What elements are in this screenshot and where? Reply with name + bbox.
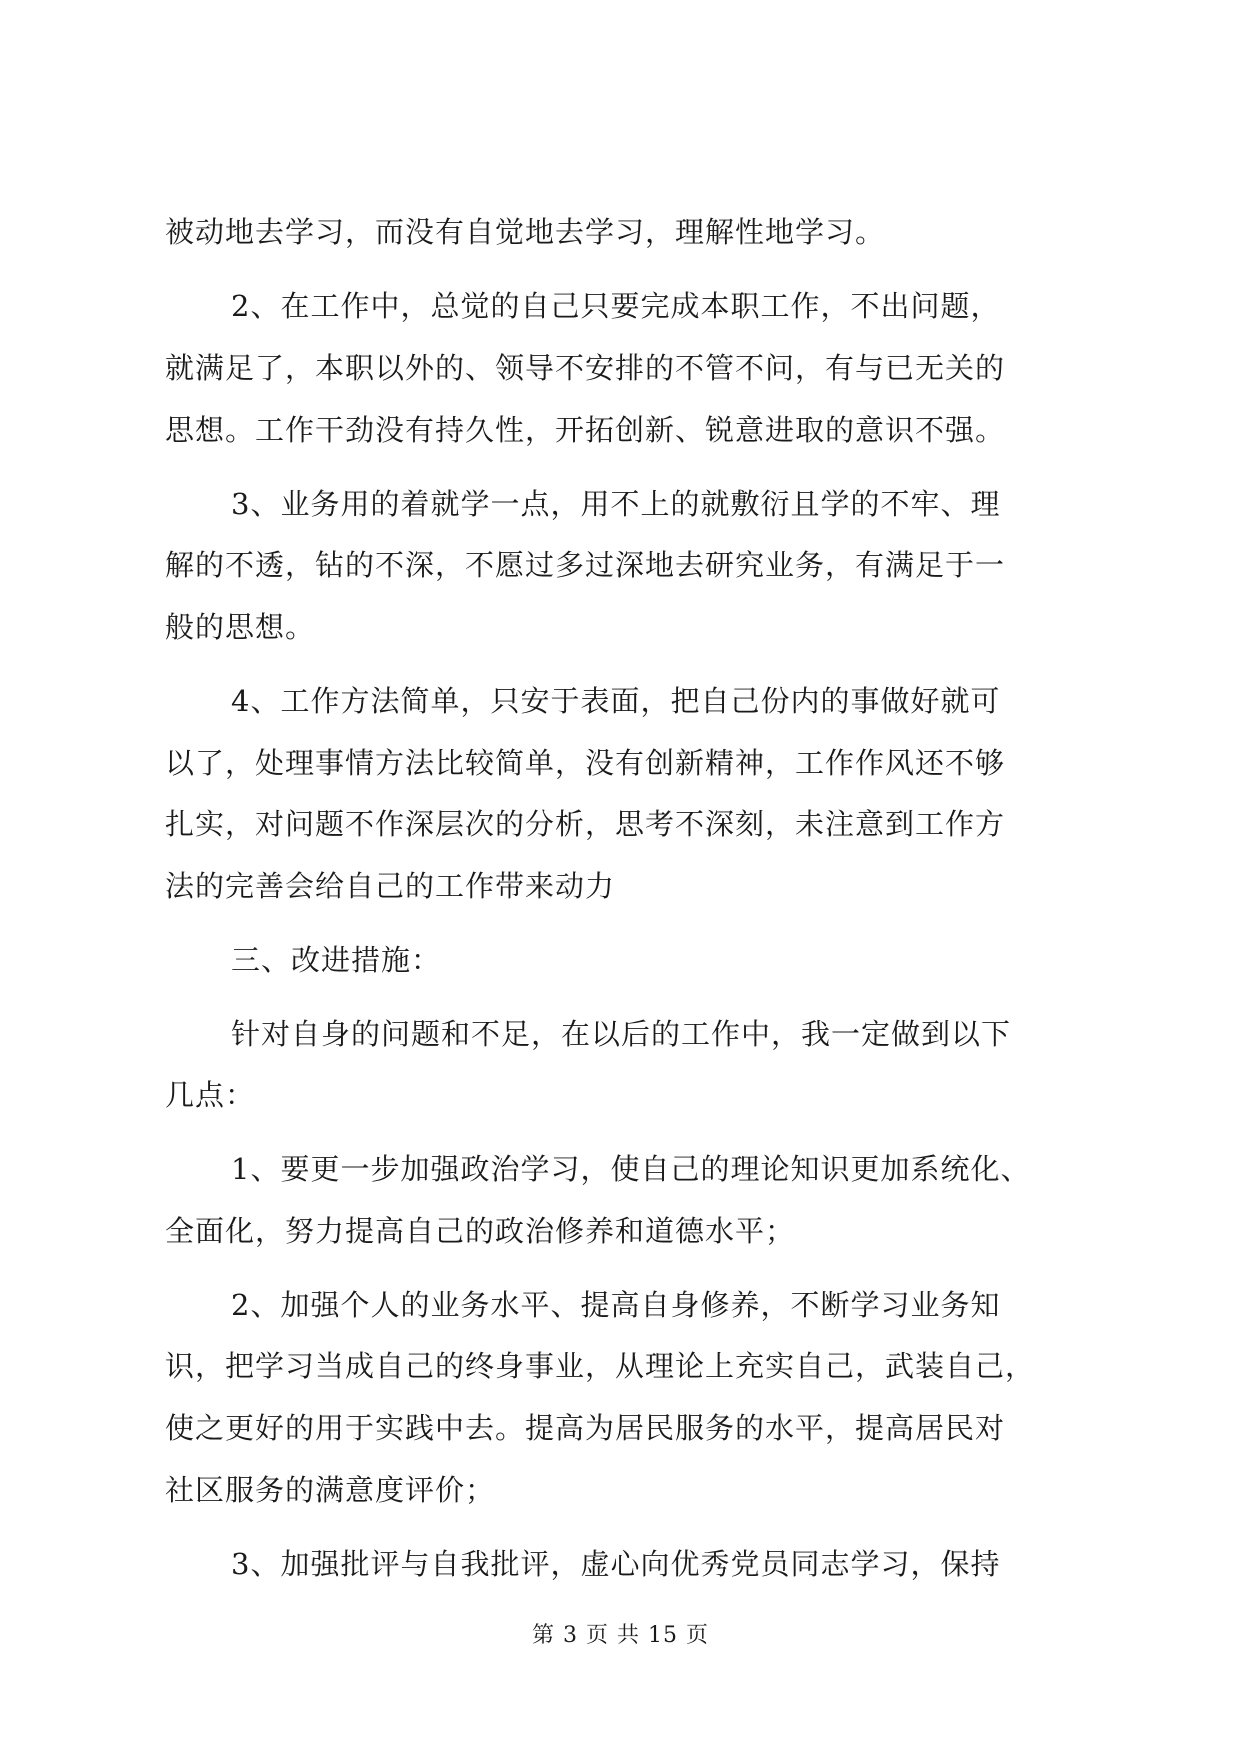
text-line: 解的不透，钻的不深，不愿过多过深地去研究业务，有满足于一 bbox=[165, 548, 1006, 582]
text-line: 思想。工作干劲没有持久性，开拓创新、锐意进取的意识不强。 bbox=[165, 413, 1006, 447]
text-line: 般的思想。 bbox=[165, 610, 316, 644]
text-line: 2、加强个人的业务水平、提高自身修养，不断学习业务知 bbox=[231, 1288, 1001, 1322]
text-line: 2、在工作中，总觉的自己只要完成本职工作，不出问题， bbox=[231, 289, 1001, 323]
text-line: 识，把学习当成自己的终身事业，从理论上充实自己，武装自己， bbox=[165, 1349, 1036, 1383]
text-line: 3、加强批评与自我批评，虚心向优秀党员同志学习，保持 bbox=[231, 1547, 1001, 1581]
text-line: 3、业务用的着就学一点，用不上的就敷衍且学的不牢、理 bbox=[231, 487, 1001, 521]
text-line: 4、工作方法简单，只安于表面，把自己份内的事做好就可 bbox=[231, 684, 1001, 718]
text-line: 被动地去学习，而没有自觉地去学习，理解性地学习。 bbox=[165, 215, 886, 249]
text-line: 就满足了，本职以外的、领导不安排的不管不问，有与已无关的 bbox=[165, 351, 1006, 385]
text-line: 使之更好的用于实践中去。提高为居民服务的水平，提高居民对 bbox=[165, 1411, 1006, 1445]
text-line: 全面化，努力提高自己的政治修养和道德水平； bbox=[165, 1214, 796, 1248]
text-line: 扎实，对问题不作深层次的分析，思考不深刻，未注意到工作方 bbox=[165, 807, 1006, 841]
text-line: 以了，处理事情方法比较简单，没有创新精神，工作作风还不够 bbox=[165, 746, 1006, 780]
text-line: 社区服务的满意度评价； bbox=[165, 1473, 496, 1507]
page-number-footer: 第 3 页 共 15 页 bbox=[532, 1623, 709, 1648]
section-heading: 三、改进措施： bbox=[231, 943, 442, 977]
text-line: 法的完善会给自己的工作带来动力 bbox=[165, 869, 616, 903]
text-line: 1、要更一步加强政治学习，使自己的理论知识更加系统化、 bbox=[231, 1152, 1031, 1186]
text-line: 几点： bbox=[165, 1078, 256, 1112]
text-line: 针对自身的问题和不足，在以后的工作中，我一定做到以下 bbox=[231, 1017, 1012, 1051]
